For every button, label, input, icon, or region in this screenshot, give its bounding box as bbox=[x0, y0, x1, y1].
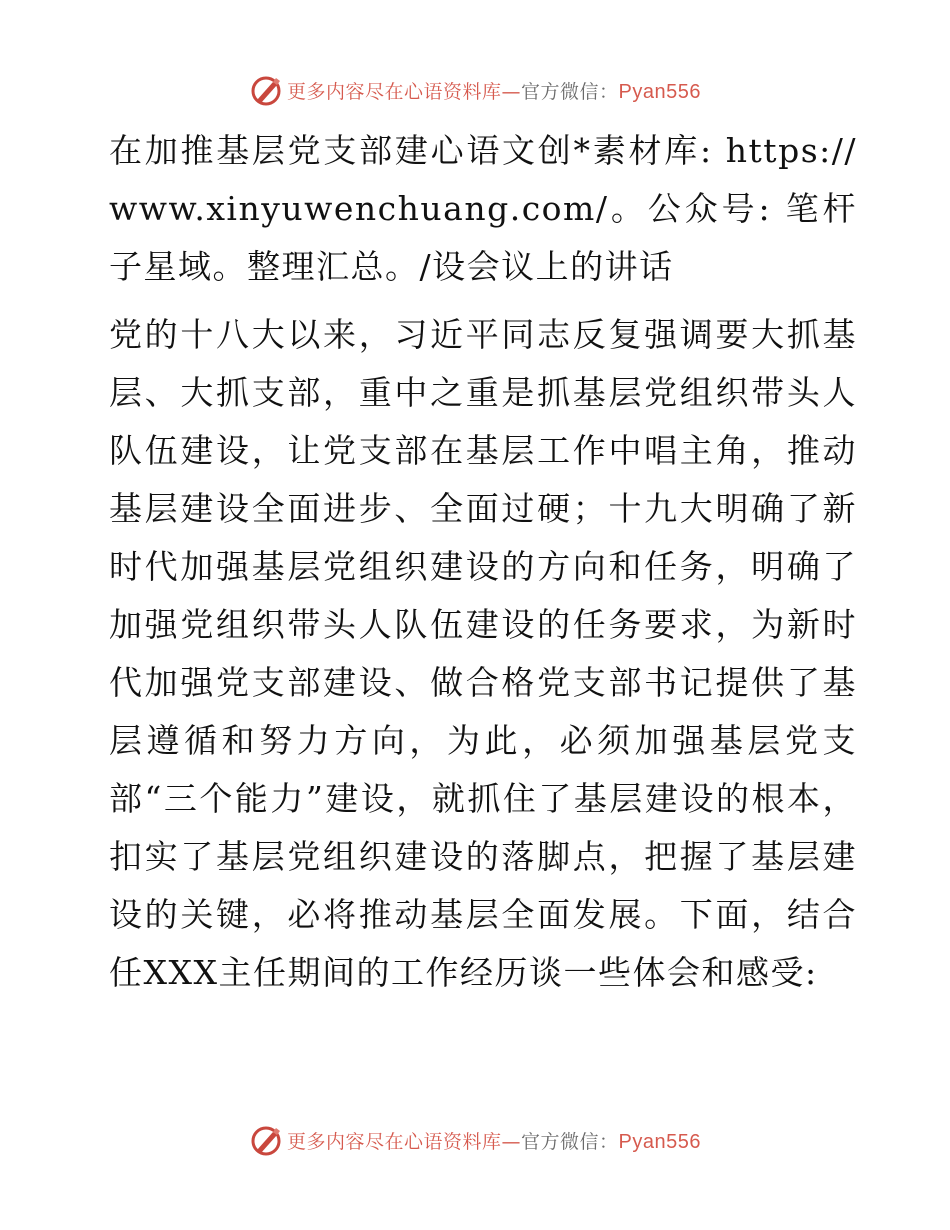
footer-banner bbox=[0, 1120, 950, 1160]
banner-wechat-id: Pyan556 bbox=[618, 80, 701, 103]
banner-text bbox=[287, 1127, 701, 1154]
banner-wechat-id: Pyan556 bbox=[618, 1130, 701, 1153]
document-body bbox=[97, 122, 857, 1002]
banner-wechat-label: 官方微信： bbox=[521, 1130, 619, 1153]
banner-dash: — bbox=[501, 1130, 522, 1153]
pen-logo-icon bbox=[249, 73, 283, 107]
banner-site-label: 更多内容尽在心语资料库 bbox=[287, 80, 502, 103]
banner-wechat-label: 官方微信： bbox=[521, 80, 619, 103]
banner-site-label: 更多内容尽在心语资料库 bbox=[287, 1130, 502, 1153]
banner-text bbox=[287, 77, 701, 104]
banner-dash: — bbox=[501, 80, 522, 103]
paragraph-title: 在加推基层党支部建心语文创*素材库: https://www.xinyuwenchuang.com/。公众号: 笔杆子星域。整理汇总。/设会议上的讲话 bbox=[109, 131, 857, 286]
paragraph-body: 党的十八大以来，习近平同志反复强调要大抓基层、大抓支部，重中之重是抓基层党组织带头人队伍建设，让党支部在基层工作中唱主角，推动基层建设全面进步、全面过硬；十九大明确了新时代加强基层党组织建设的方向和任务，明确了加强党组织带头人队伍建设的任务要求，为新时代加强党支部建设、做合格党支部书记提供了基层遵循和努力方向，为此，必须加强基层党支部“三个能力”建设，就抓住了基层建设的根本，扣实了基层党组织建设的落脚点，把握了基层建设的关键，必将推动基层全面发展。下面，结合任XXX主任期间的工作经历谈一些体会和感受: bbox=[109, 315, 857, 992]
header-banner bbox=[0, 70, 950, 110]
pen-logo-icon bbox=[249, 1123, 283, 1157]
